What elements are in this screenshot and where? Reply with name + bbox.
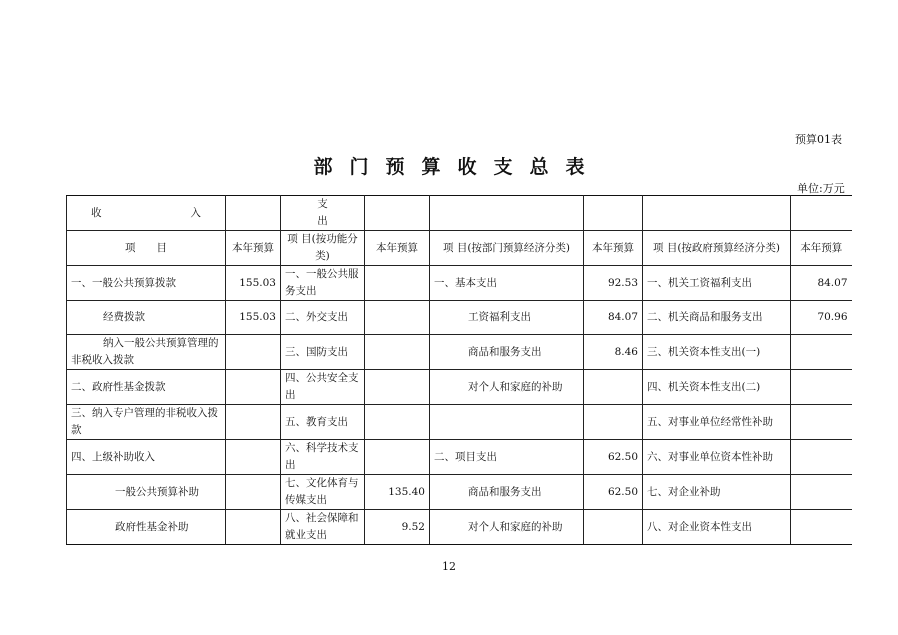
empty-cell	[791, 196, 852, 231]
func-amount: 135.40	[365, 475, 430, 510]
expense-header-char-2: 出	[317, 215, 328, 227]
func-item: 八、社会保障和就业支出	[281, 510, 365, 545]
table-row	[67, 440, 852, 475]
table-row	[67, 405, 852, 440]
gov-amount	[791, 440, 852, 475]
dept-amount: 8.46	[584, 335, 643, 370]
func-amount	[365, 440, 430, 475]
col-header-dept-amount: 本年预算	[584, 231, 643, 266]
func-amount	[365, 405, 430, 440]
dept-item: 工资福利支出	[430, 301, 584, 335]
gov-amount	[791, 335, 852, 370]
gov-item: 五、对事业单位经常性补助	[643, 405, 791, 440]
gov-item: 一、机关工资福利支出	[643, 266, 791, 301]
dept-amount	[584, 510, 643, 545]
table-row	[67, 370, 852, 405]
gov-amount	[791, 370, 852, 405]
dept-amount: 62.50	[584, 475, 643, 510]
dept-amount	[584, 370, 643, 405]
income-item: 一般公共预算补助	[67, 475, 226, 510]
table-row	[67, 510, 852, 545]
column-header-row	[67, 231, 852, 266]
col-header-income-item: 项 目	[67, 231, 226, 266]
dept-item: 对个人和家庭的补助	[430, 510, 584, 545]
table-row	[67, 475, 852, 510]
dept-item: 一、基本支出	[430, 266, 584, 301]
income-amount	[226, 370, 281, 405]
empty-cell	[430, 196, 584, 231]
income-amount: 155.03	[226, 266, 281, 301]
dept-item: 商品和服务支出	[430, 335, 584, 370]
income-item: 一、一般公共预算拨款	[67, 266, 226, 301]
budget-table	[66, 195, 852, 545]
empty-cell	[226, 196, 281, 231]
group-header-row	[67, 196, 852, 231]
col-header-func-item: 项 目(按功能分类)	[281, 231, 365, 266]
gov-amount	[791, 405, 852, 440]
empty-cell	[643, 196, 791, 231]
expense-group-header	[281, 196, 365, 231]
func-amount	[365, 301, 430, 335]
col-header-func-amount: 本年预算	[365, 231, 430, 266]
gov-amount: 84.07	[791, 266, 852, 301]
gov-amount: 70.96	[791, 301, 852, 335]
func-item: 五、教育支出	[281, 405, 365, 440]
income-item: 二、政府性基金拨款	[67, 370, 226, 405]
func-item: 三、国防支出	[281, 335, 365, 370]
dept-amount	[584, 405, 643, 440]
func-item: 一、一般公共服务支出	[281, 266, 365, 301]
func-amount	[365, 266, 430, 301]
page-number: 12	[442, 560, 456, 573]
income-item: 三、纳入专户管理的非税收入拨款	[67, 405, 226, 440]
gov-item: 三、机关资本性支出(一)	[643, 335, 791, 370]
page-title: 部门预算收支总表	[313, 156, 602, 178]
gov-item: 四、机关资本性支出(二)	[643, 370, 791, 405]
func-item: 七、文化体育与传媒支出	[281, 475, 365, 510]
col-header-gov-item: 项 目(按政府预算经济分类)	[643, 231, 791, 266]
func-amount: 9.52	[365, 510, 430, 545]
func-item: 四、公共安全支出	[281, 370, 365, 405]
income-header-char-1: 收	[91, 206, 102, 219]
income-amount	[226, 510, 281, 545]
dept-item: 商品和服务支出	[430, 475, 584, 510]
income-group-header	[67, 196, 226, 231]
unit-label: 单位:万元	[797, 182, 845, 195]
gov-item: 八、对企业资本性支出	[643, 510, 791, 545]
func-amount	[365, 335, 430, 370]
income-amount	[226, 440, 281, 475]
income-item-text: 纳入一般公共预算管理的非税收入拨款	[71, 337, 219, 366]
page-id: 预算01表	[795, 133, 842, 146]
income-item: 四、上级补助收入	[67, 440, 226, 475]
income-amount	[226, 335, 281, 370]
dept-item	[430, 405, 584, 440]
income-header-char-2: 入	[190, 206, 201, 219]
dept-amount: 62.50	[584, 440, 643, 475]
dept-amount: 92.53	[584, 266, 643, 301]
income-amount	[226, 405, 281, 440]
gov-amount	[791, 475, 852, 510]
col-header-gov-amount: 本年预算	[791, 231, 852, 266]
table-row	[67, 301, 852, 335]
dept-item: 对个人和家庭的补助	[430, 370, 584, 405]
gov-item: 七、对企业补助	[643, 475, 791, 510]
col-header-income-amount: 本年预算	[226, 231, 281, 266]
income-item	[67, 335, 226, 370]
gov-item: 二、机关商品和服务支出	[643, 301, 791, 335]
table-row	[67, 335, 852, 370]
expense-header-char-1: 支	[317, 198, 328, 210]
gov-amount	[791, 510, 852, 545]
dept-amount: 84.07	[584, 301, 643, 335]
empty-cell	[365, 196, 430, 231]
func-item: 二、外交支出	[281, 301, 365, 335]
func-item: 六、科学技术支出	[281, 440, 365, 475]
income-amount	[226, 475, 281, 510]
income-item: 政府性基金补助	[67, 510, 226, 545]
dept-item: 二、项目支出	[430, 440, 584, 475]
col-header-dept-item: 项 目(按部门预算经济分类)	[430, 231, 584, 266]
gov-item: 六、对事业单位资本性补助	[643, 440, 791, 475]
income-amount: 155.03	[226, 301, 281, 335]
income-item: 经费拨款	[67, 301, 226, 335]
empty-cell	[584, 196, 643, 231]
func-amount	[365, 370, 430, 405]
table-row	[67, 266, 852, 301]
